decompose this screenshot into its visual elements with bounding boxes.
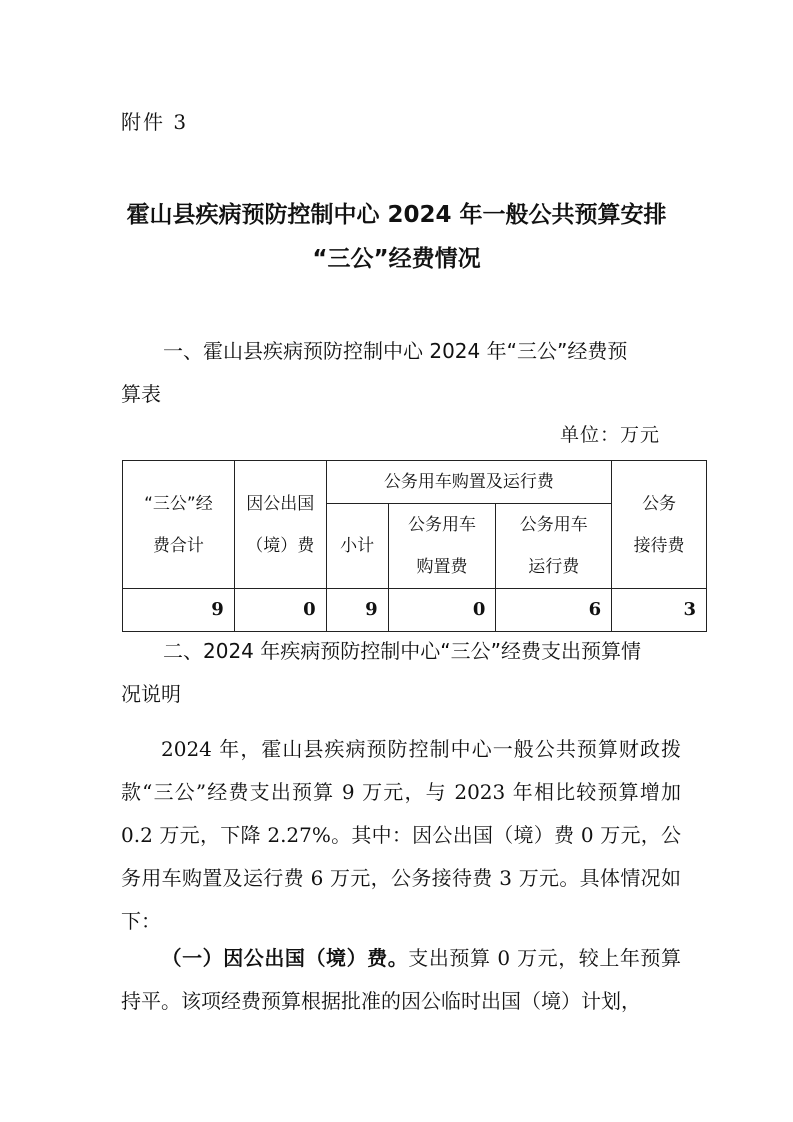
section2-heading-line2: 况说明 (121, 682, 181, 706)
section1-heading-line1: 一、霍山县疾病预防控制中心 2024 年“三公”经费预 (163, 339, 628, 363)
section1-heading-line2: 算表 (121, 382, 161, 406)
document-title-line2: “三公”经费情况 (312, 246, 481, 272)
header-abroad: 因公出国 （境）费 (234, 461, 326, 589)
attachment-label: 附件 3 (121, 110, 189, 134)
document-title-line1: 霍山县疾病预防控制中心 2024 年一般公共预算安排 (126, 202, 667, 228)
table-row (123, 589, 707, 632)
budget-table (122, 460, 707, 632)
unit-label: 单位：万元 (560, 424, 661, 446)
header-vehicle-operation: 公务用车 运行费 (496, 504, 612, 589)
value-reception: 3 (612, 589, 707, 632)
paragraph-abroad-lead: （一）因公出国（境）费。 (161, 946, 409, 970)
paragraph-abroad-text: 支出预算 0 万元，较上年预算持平。该项经费预算根据批准的因公临时出国（境）计划， (121, 946, 681, 1013)
value-abroad: 0 (234, 589, 326, 632)
header-reception: 公务 接待费 (612, 461, 707, 589)
value-vehicle-purchase: 0 (388, 589, 496, 632)
section2-heading (121, 630, 681, 716)
header-vehicle-purchase: 公务用车 购置费 (388, 504, 496, 589)
value-vehicle-operation: 6 (496, 589, 612, 632)
header-subtotal: 小计 (326, 504, 388, 589)
header-total: “三公”经 费合计 (123, 461, 235, 589)
header-vehicle-group: 公务用车购置及运行费 (326, 461, 611, 504)
section2-heading-line1: 二、2024 年疾病预防控制中心“三公”经费支出预算情 (163, 639, 641, 663)
paragraph-summary: 2024 年，霍山县疾病预防控制中心一般公共预算财政拨款“三公”经费支出预算 9 万元，与 2023 年相比较预算增加 0.2 万元，下降 2.27%。其中：因公出国（境）费 0 万元，公务用车购置及运行费 6 万元，公务接待费 3 万元。具体情况如下： (121, 737, 681, 933)
value-subtotal: 9 (326, 589, 388, 632)
value-total: 9 (123, 589, 235, 632)
section1-heading (121, 330, 681, 416)
paragraph-abroad (121, 937, 681, 1023)
